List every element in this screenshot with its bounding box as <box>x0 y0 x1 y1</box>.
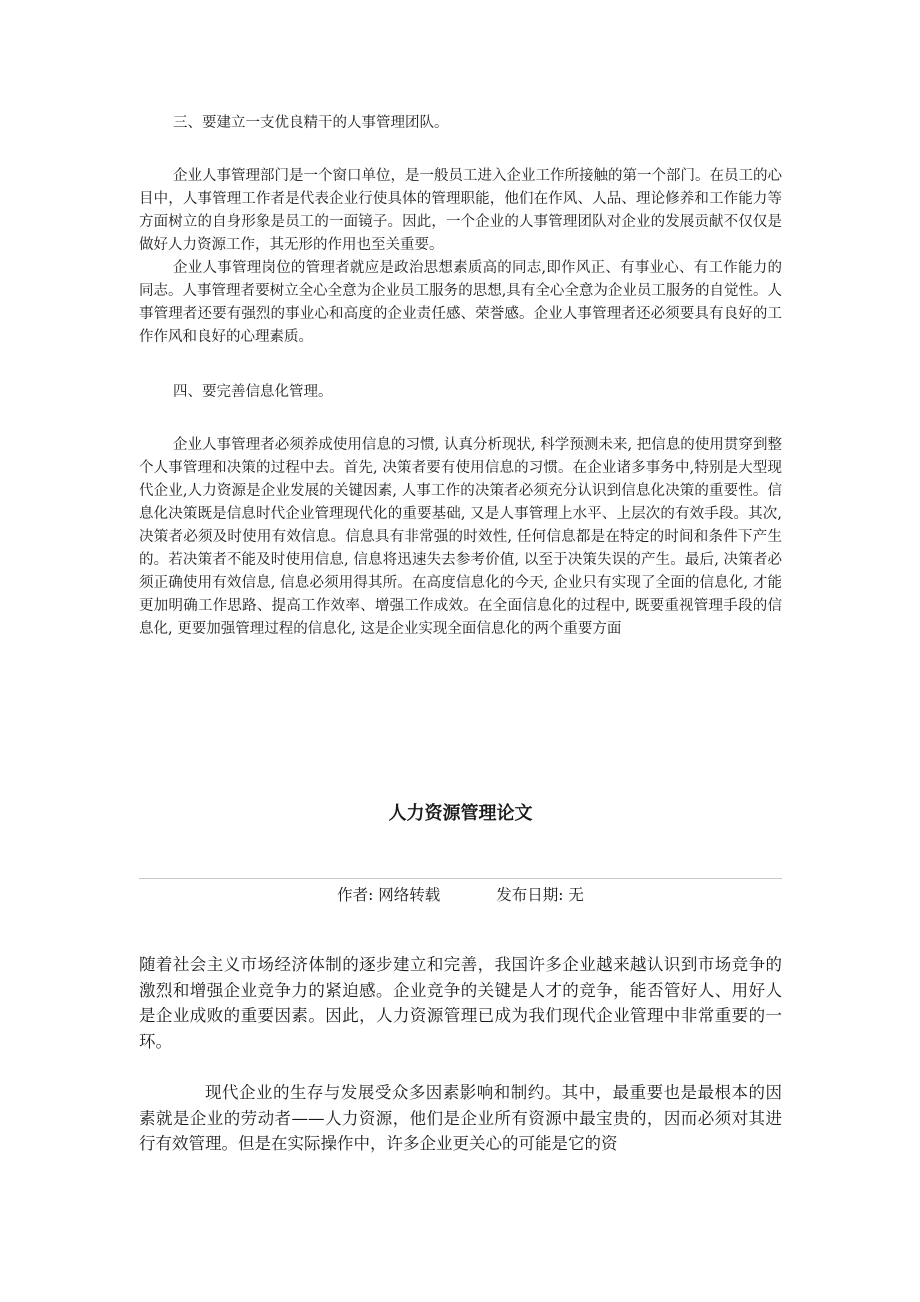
section-4-paragraph-1: 企业人事管理者必须养成使用信息的习惯, 认真分析现状, 科学预测未来, 把信息的使用贯穿到整个人事管理和决策的过程中去。首先, 决策者要有使用信息的习惯。在企业诸多事务中,特别是大型现代企业,人力资源是企业发展的关键因素, 人事工作的决策者必须充分认识到信息化决策的重要性。信息化决策既是信息时代企业管理现代化的重要基础, 又是人事管理上水平、上层次的有效手段。其次, 决策者必须及时使用有效信息。信息具有非常强的时效性, 任何信息都是在特定的时间和条件下产生的。若决策者不能及时使用信息, 信息将迅速失去参考价值, 以至于决策失误的产生。最后, 决策者必须正确使用有效信息, 信息必须用得其所。在高度信息化的今天, 企业只有实现了全面的信息化, 才能更加明确工作思路、提高工作效率、增强工作成效。在全面信息化的过程中, 既要重视管理手段的信息化, 更要加强管理过程的信息化, 这是企业实现全面信息化的两个重要方面 <box>139 437 782 637</box>
title-divider <box>139 878 782 879</box>
section-heading-3: 三、要建立一支优良精干的人事管理团队。 <box>173 115 449 131</box>
article-title: 人力资源管理论文 <box>388 803 533 824</box>
section-heading-4: 四、要完善信息化管理。 <box>173 384 333 400</box>
article-paragraph-2: 现代企业的生存与发展受众多因素影响和制约。其中，最重要也是最根本的因素就是企业的劳动者——人力资源，他们是企业所有资源中最宝贵的，因而必须对其进行有效管理。但是在实际操作中，许多企业更关心的可能是它的资 <box>139 1083 782 1153</box>
article <box>139 798 782 1153</box>
section-3-paragraph-1: 企业人事管理部门是一个窗口单位，是一般员工进入企业工作所接触的第一个部门。在员工的心目中，人事管理工作者是代表企业行使具体的管理职能，他们在作风、人品、理论修养和工作能力等方面树立的自身形象是员工的一面镜子。因此，一个企业的人事管理团队对企业的发展贡献不仅仅是做好人力资源工作，其无形的作用也至关重要。 <box>139 168 782 253</box>
article-meta <box>139 883 782 907</box>
article-date: 发布日期: 无 <box>496 886 584 904</box>
article-author: 作者: 网络转载 <box>337 886 441 904</box>
prior-article-section <box>139 112 782 641</box>
article-body <box>139 952 782 1157</box>
section-3-paragraph-2: 企业人事管理岗位的管理者就应是政治思想素质高的同志,即作风正、有事业心、有工作能力的同志。人事管理者要树立全心全意为企业员工服务的思想,具有全心全意为企业员工服务的自觉性。人事管理者还要有强烈的事业心和高度的企业责任感、荣誉感。企业人事管理者还必须要具有良好的工作作风和良好的心理素质。 <box>139 260 782 345</box>
article-paragraph-1: 随着社会主义市场经济体制的逐步建立和完善，我国许多企业越来越认识到市场竞争的激烈和增强企业竞争力的紧迫感。企业竞争的关键是人才的竞争，能否管好人、用好人是企业成败的重要因素。因此，人力资源管理已成为我们现代企业管理中非常重要的一环。 <box>139 955 782 1051</box>
